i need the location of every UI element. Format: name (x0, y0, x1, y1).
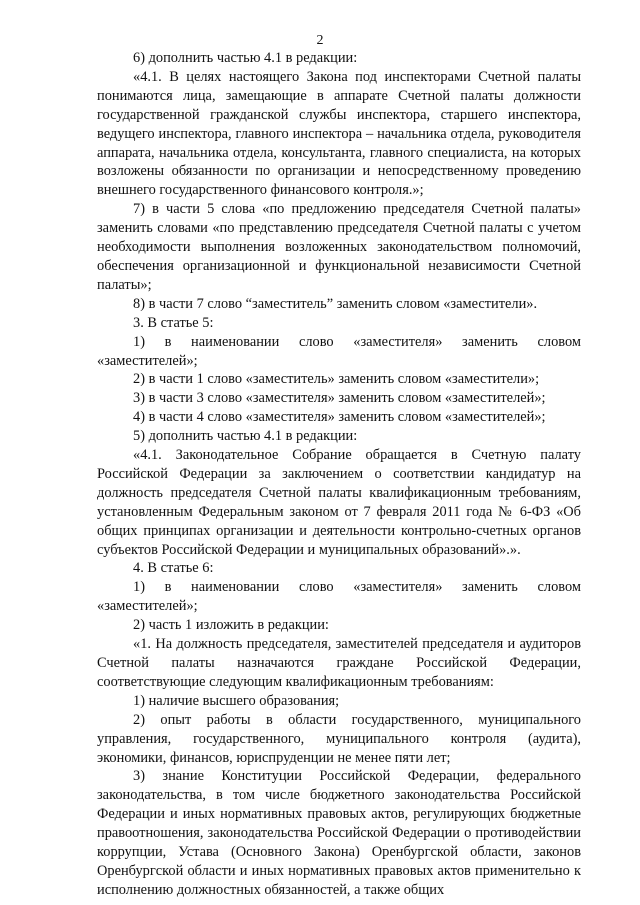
paragraph-a5-item-4: 4) в части 4 слово «заместителя» заменить словом «заместителей»; (133, 409, 546, 426)
page-number: 2 (316, 33, 324, 48)
paragraph-a5-item-3: 3) в части 3 слово «заместителя» заменить словом «заместителей»; (133, 390, 546, 407)
paragraph-a5-item-5: 5) дополнить частью 4.1 в редакции: (133, 428, 358, 445)
paragraph-a6-part-1: «1. На должность председателя, заместителей председателя и аудиторов Счетной палаты назначаются граждане Российской Федерации, соответствующие следующим квалификационным требованиям: (97, 636, 581, 690)
document-body (97, 49, 581, 900)
paragraph-a5-part-4-1: «4.1. Законодательное Собрание обращается в Счетную палату Российской Федерации за заключением о соответствии кандидатур на должность председателя Счетной палаты квалификационным требованиям, установленным Федеральным законом от 7 февраля 2011 года № 6-ФЗ «Об общих принципах организации и деятельности контрольно-счетных органов субъектов Российской Федерации и муниципальных образований».». (97, 447, 581, 558)
paragraph-requirement-3: 3) знание Конституции Российской Федерации, федерального законодательства, в том числе бюджетного законодательства Российской Федерации и иных нормативных правовых актов, регулирующих бюджетные правоотношения, законодательства Российской Федерации о противодействии коррупции, Устава (Основного Закона) Оренбургской области, законов Оренбургской области и иных нормативных правовых актов применительно к исполнению должностных обязанностей, а также общих (97, 768, 581, 898)
paragraph-article-6-heading: 4. В статье 6: (133, 560, 214, 577)
paragraph-a5-item-2: 2) в части 1 слово «заместитель» заменить словом «заместители»; (133, 371, 540, 388)
paragraph-a6-item-1: 1) в наименовании слово «заместителя» заменить словом «заместителей»; (97, 579, 581, 615)
paragraph-requirement-2: 2) опыт работы в области государственного, муниципального управления, государственного, муниципального контроля (аудита), экономики, финансов, юриспруденции не менее пяти лет; (97, 711, 581, 766)
paragraph-definition-4-1: «4.1. В целях настоящего Закона под инспекторами Счетной палаты понимаются лица, замещающие в аппарате Счетной палаты должности государственной гражданской службы инспектора, старшего инспектора, ведущего инспектора, главного инспектора – начальника отдела, руководителя аппарата, начальника отдела, консультанта, главного специалиста, на которых возложены обязанности по организации и непосредственному проведению внешнего государственного финансового контроля.»; (97, 68, 581, 199)
paragraph-item-7: 7) в части 5 слова «по предложению председателя Счетной палаты» заменить словами «по представлению председателя Счетной палаты с учетом необходимости выполнения возложенных законодательством полномочий, обеспечения организационной и функциональной независимости Счетной палаты»; (97, 201, 581, 293)
paragraph-a5-item-1: 1) в наименовании слово «заместителя» заменить словом «заместителей»; (97, 333, 581, 369)
paragraph-item-8: 8) в части 7 слово “заместитель” заменить словом «заместители». (133, 295, 538, 312)
paragraph-article-5-heading: 3. В статье 5: (133, 314, 214, 331)
paragraph-a6-item-2: 2) часть 1 изложить в редакции: (133, 617, 329, 634)
paragraph-requirement-1: 1) наличие высшего образования; (133, 692, 340, 709)
paragraph-item-6: 6) дополнить частью 4.1 в редакции: (133, 50, 358, 66)
